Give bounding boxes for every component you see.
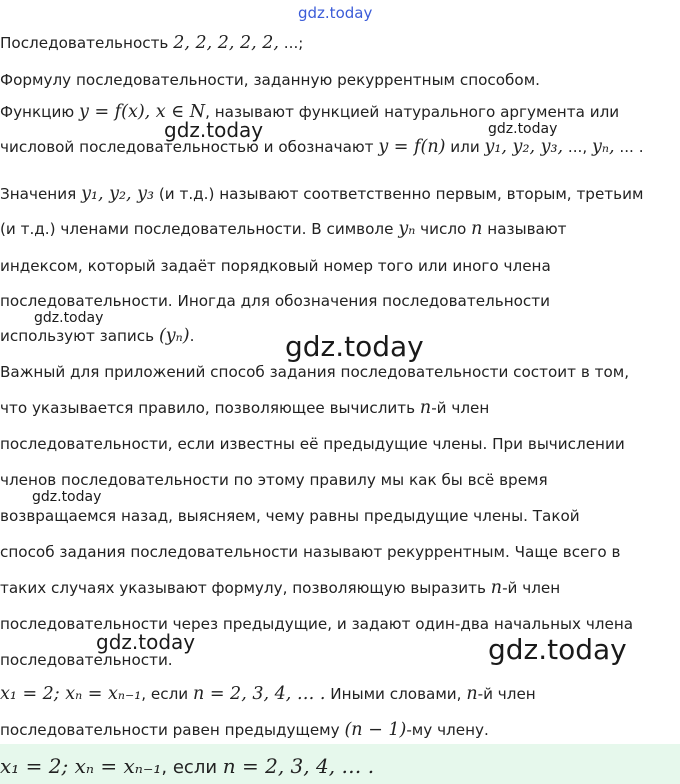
text-line <box>0 614 680 634</box>
text-line <box>0 434 680 454</box>
text-line <box>0 256 680 276</box>
math: (n − 1) <box>344 720 407 740</box>
text: членов последовательности по этому правилу мы как бы всё время <box>0 471 548 489</box>
text: Последовательность <box>0 34 174 52</box>
math: yₙ <box>398 219 416 239</box>
text-line <box>0 720 680 740</box>
math: n = 2, 3, 4, … . <box>193 684 326 704</box>
text: Функцию <box>0 103 79 121</box>
text: -му члену. <box>406 721 489 739</box>
math: y₁, y₂, y₃ <box>81 184 155 204</box>
math: x₁ = 2; xₙ = xₙ₋₁ <box>0 684 142 704</box>
text: Важный для приложений способ задания последовательности состоит в том, <box>0 363 630 381</box>
text: последовательности. <box>0 651 173 669</box>
math: y = f(x), x ∈ N <box>79 102 206 122</box>
text: последовательности равен предыдущему <box>0 721 345 739</box>
text: что указывается правило, позволяющее вычислить <box>0 399 420 417</box>
text: Значения <box>0 185 82 203</box>
watermark: gdz.today <box>34 310 104 326</box>
text: последовательности, если известны её предыдущие члены. При вычислении <box>0 435 625 453</box>
watermark: gdz.today <box>285 330 424 363</box>
text-line <box>0 470 680 490</box>
math: y = f(n) <box>378 137 446 157</box>
math: yₙ, <box>592 137 615 157</box>
watermark: gdz.today <box>32 489 102 505</box>
text: или <box>445 138 485 156</box>
watermark: gdz.today <box>488 633 627 666</box>
text: . <box>189 327 195 345</box>
text: последовательности через предыдущие, и задают один-два начальных члена <box>0 615 634 633</box>
text: способ задания последовательности называют рекуррентным. Чаще всего в <box>0 543 621 561</box>
text: , называют функцией натурального аргумента или <box>205 103 620 121</box>
text: Формулу последовательности, заданную рекуррентным способом. <box>0 71 541 89</box>
text: таких случаях указывают формулу, позволяющую выразить <box>0 579 491 597</box>
math: n = 2, 3, 4, … . <box>222 754 375 778</box>
answer-highlight <box>0 744 680 784</box>
text-line <box>0 137 680 157</box>
math: n <box>490 578 503 598</box>
watermark: gdz.today <box>164 118 264 142</box>
text: числовой последовательностью и обозначают <box>0 138 379 156</box>
text: -й член <box>502 579 561 597</box>
text-line <box>0 291 680 311</box>
text-line <box>0 684 680 704</box>
watermark: gdz.today <box>96 630 196 654</box>
text: -й член <box>477 685 536 703</box>
text: называют <box>482 220 567 238</box>
text-line <box>0 362 680 382</box>
watermark: gdz.today <box>488 121 558 137</box>
text: Иными словами, <box>325 685 467 703</box>
math: 2, 2, 2, 2, 2, <box>173 33 279 53</box>
text-line <box>0 219 680 239</box>
math: n <box>466 684 478 704</box>
math: n <box>419 398 432 418</box>
text: ...; <box>278 34 304 52</box>
math: (yₙ) <box>158 326 190 346</box>
text-line <box>0 70 680 90</box>
watermark-top[interactable]: gdz.today <box>298 4 373 22</box>
answer-line <box>0 754 680 780</box>
text: , если <box>161 757 223 778</box>
math: n <box>471 219 483 239</box>
text: -й член <box>431 399 490 417</box>
text-line <box>0 506 680 526</box>
text: возвращаемся назад, выясняем, чему равны предыдущие члены. Такой <box>0 507 580 525</box>
text: индексом, который задаёт порядковый номер того или иного члена <box>0 257 551 275</box>
text: ..., <box>563 138 593 156</box>
text: используют запись <box>0 327 159 345</box>
math: x₁ = 2; xₙ = xₙ₋₁ <box>0 754 162 778</box>
text: (и т.д.) называют соответственно первым, вторым, третьим <box>154 185 644 203</box>
text-line <box>0 578 680 598</box>
text: , если <box>141 685 193 703</box>
text: последовательности. Иногда для обозначения последовательности <box>0 292 550 310</box>
text-line <box>0 102 680 122</box>
text-line <box>0 33 680 53</box>
text: ... . <box>614 138 644 156</box>
text-line <box>0 650 680 670</box>
text-line <box>0 398 680 418</box>
math: y₁, y₂, y₃, <box>484 137 564 157</box>
text-line <box>0 542 680 562</box>
text-line <box>0 184 680 204</box>
text-line <box>0 326 680 346</box>
text: (и т.д.) членами последовательности. В символе <box>0 220 399 238</box>
text: число <box>415 220 472 238</box>
